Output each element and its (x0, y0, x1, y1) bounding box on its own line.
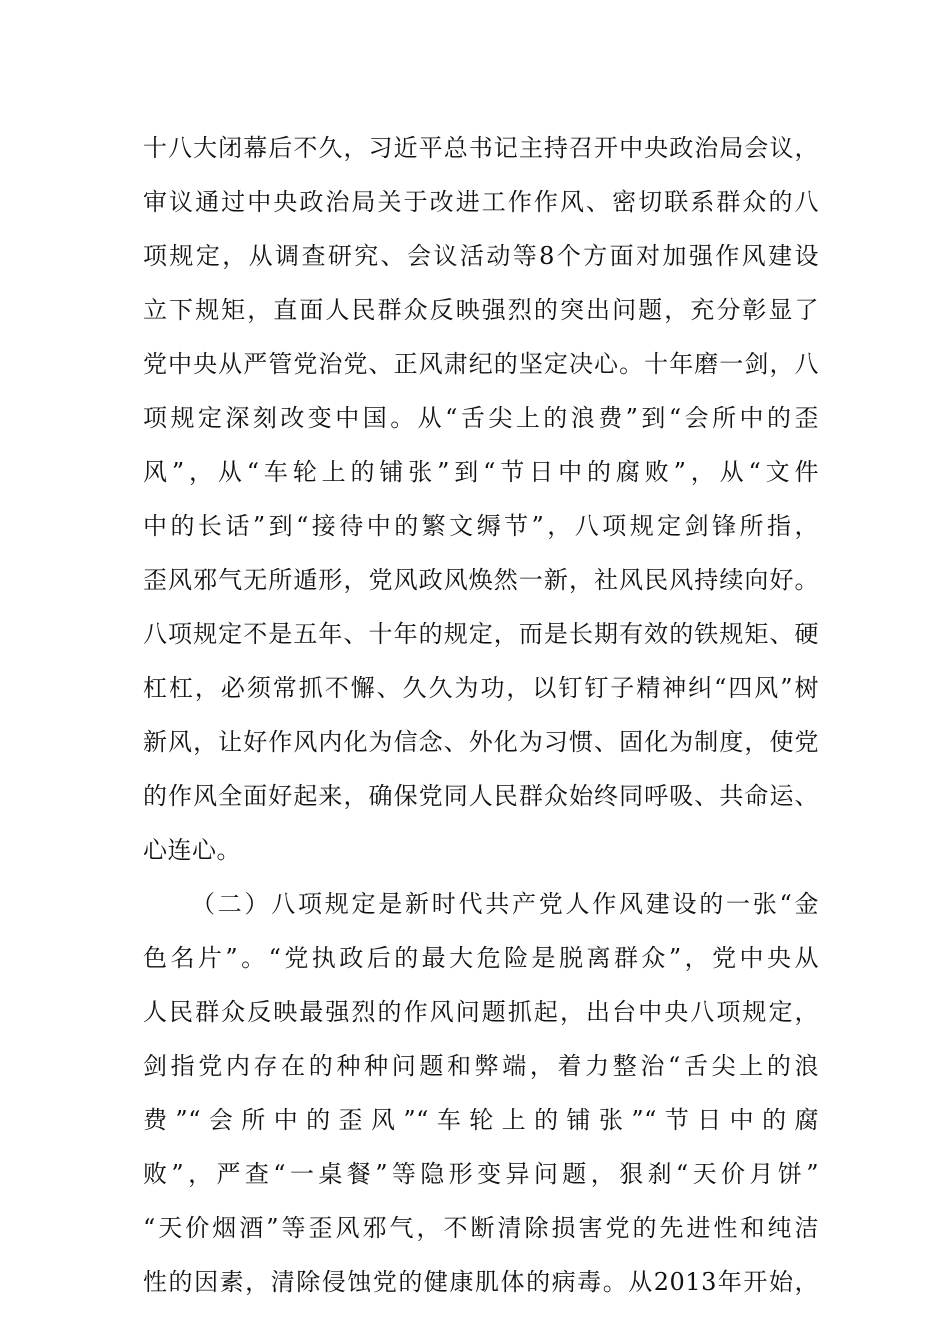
paragraph-2-line: 剑指党内存在的种种问题和弊端，着力整治“舌尖上的浪 (143, 1052, 819, 1080)
paragraph-2-line: （二）八项规定是新时代共产党人作风建设的一张“金 (191, 890, 819, 918)
paragraph-1-line: 心连心。 (143, 836, 241, 864)
paragraph-2-line: 费”“会所中的歪风”“车轮上的铺张”“节日中的腐 (143, 1106, 819, 1134)
paragraph-1-line: 立下规矩，直面人民群众反映强烈的突出问题，充分彰显了 (143, 296, 819, 324)
paragraph-1-line: 十八大闭幕后不久，习近平总书记主持召开中央政治局会议， (143, 134, 819, 162)
paragraph-2-line: “天价烟酒”等歪风邪气，不断清除损害党的先进性和纯洁 (143, 1214, 819, 1242)
paragraph-1-line: 审议通过中央政治局关于改进工作作风、密切联系群众的八 (143, 188, 819, 216)
paragraph-1-line: 的作风全面好起来，确保党同人民群众始终同呼吸、共命运、 (143, 782, 819, 810)
paragraph-2-line: 色名片”。“党执政后的最大危险是脱离群众”，党中央从 (143, 944, 819, 972)
paragraph-2-line: 败”，严查“一桌餐”等隐形变异问题，狠刹“天价月饼” (143, 1160, 819, 1188)
paragraph-1-line: 歪风邪气无所遁形，党风政风焕然一新，社风民风持续向好。 (143, 566, 819, 594)
paragraph-1-line: 八项规定不是五年、十年的规定，而是长期有效的铁规矩、硬 (143, 620, 819, 648)
paragraph-1-line: 项规定，从调查研究、会议活动等8个方面对加强作风建设 (143, 242, 819, 270)
paragraph-1-line: 党中央从严管党治党、正风肃纪的坚定决心。十年磨一剑，八 (143, 350, 819, 378)
paragraph-1-line: 杠杠，必须常抓不懈、久久为功，以钉钉子精神纠“四风”树 (143, 674, 819, 702)
paragraph-1-line: 中的长话”到“接待中的繁文缛节”，八项规定剑锋所指， (143, 512, 819, 540)
paragraph-1-line: 新风，让好作风内化为信念、外化为习惯、固化为制度，使党 (143, 728, 819, 756)
paragraph-2-line: 性的因素，清除侵蚀党的健康肌体的病毒。从2013年开始， (143, 1268, 819, 1296)
paragraph-1-line: 项规定深刻改变中国。从“舌尖上的浪费”到“会所中的歪 (143, 404, 819, 432)
paragraph-2-line: 人民群众反映最强烈的作风问题抓起，出台中央八项规定， (143, 998, 819, 1026)
paragraph-1-line: 风”，从“车轮上的铺张”到“节日中的腐败”，从“文件 (143, 458, 819, 486)
